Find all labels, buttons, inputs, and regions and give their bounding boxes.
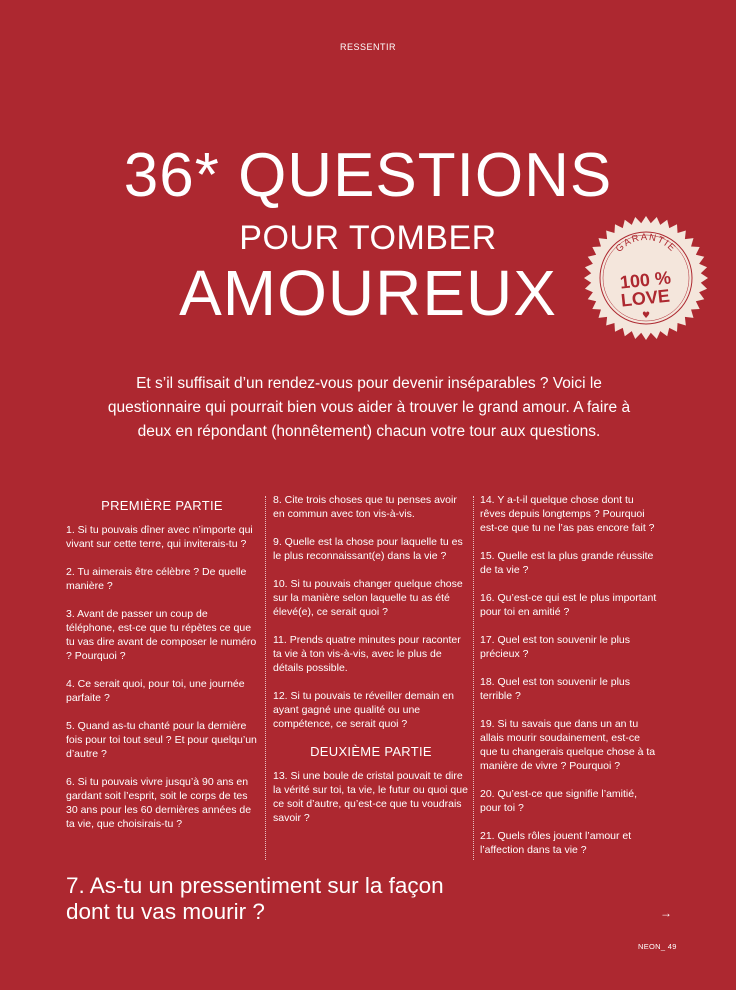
question-item: 15. Quelle est la plus grande réussite de ta vie ? [480,550,654,576]
part-one-heading: PREMIÈRE PARTIE [101,498,223,513]
question-item: 21. Quels rôles jouent l’amour et l’affection dans ta vie ? [480,830,632,856]
column-divider [265,496,266,860]
question-item: 8. Cite trois choses que tu penses avoir en commun avec ton vis-à-vis. [273,494,457,520]
question-item: 11. Prends quatre minutes pour raconter ta vie à ton vis-à-vis, avec le plus de détails possible. [273,634,461,674]
question-item: 9. Quelle est la chose pour laquelle tu es le plus reconnaissant(e) dans la vie ? [273,536,463,562]
question-item: 10. Si tu pouvais changer quelque chose sur la manière selon laquelle tu as été élevé(e), ce serait quoi ? [273,578,463,618]
question-item: 13. Si une boule de cristal pouvait te dire la vérité sur toi, ta vie, le futur ou quoi que ce soit d’autre, qu’est-ce que tu voudrais savoir ? [273,770,468,824]
title-line-2: POUR TOMBER [239,219,497,257]
question-item: 14. Y a-t-il quelque chose dont tu rêves depuis longtemps ? Pourquoi est-ce que tu ne l’as pas encore fait ? [480,494,655,534]
pull-quote: 7. As-tu un pressentiment sur la façon dont tu vas mourir ? [66,873,444,924]
intro-paragraph: Et s’il suffisait d’un rendez-vous pour devenir inséparables ? Voici le questionnaire qui pourrait bien vous aider à trouver le grand amour. A faire à deux en répondant (honnêtement) chacun votre tour aux questions. [107,375,631,440]
column-right [480,493,660,871]
column-middle [273,493,469,839]
column-divider [473,496,474,860]
question-item: 3. Avant de passer un coup de téléphone, est-ce que tu répètes ce que tu vas dire avant de composer le numéro ? Pourquoi ? [66,608,257,662]
question-item: 20. Qu’est-ce que signifie l’amitié, pour toi ? [480,788,637,814]
question-item: 4. Ce serait quoi, pour toi, une journée parfaite ? [66,678,245,704]
seal-top-text: GARANTIE [613,231,679,255]
question-item: 19. Si tu savais que dans un an tu allais mourir soudainement, est-ce que tu changerais quelque chose à ta manière de vivre ? Pourquoi ? [480,718,656,772]
heart-icon: ♥ [641,311,651,321]
question-item: 6. Si tu pouvais vivre jusqu’à 90 ans en gardant soit l’esprit, soit le corps de tes 30 ans pour les 60 dernières années de ta vie, que choisirais-tu ? [66,776,252,830]
guarantee-seal [582,214,710,342]
question-item: 18. Quel est ton souvenir le plus terrible ? [480,676,631,702]
seal-line-2: LOVE [619,285,671,311]
question-item: 5. Quand as-tu chanté pour la dernière fois pour toi tout seul ? Et pour quelqu’un d’autre ? [66,720,257,760]
title-line-3: AMOUREUX [179,257,557,329]
page-folio: NEON_ 49 [638,942,677,951]
arrow-right-icon: → [660,906,672,920]
part-two-heading: DEUXIÈME PARTIE [310,744,432,759]
question-item: 12. Si tu pouvais te réveiller demain en ayant gagné une qualité ou une compétence, ce serait quoi ? [273,690,454,730]
question-item: 17. Quel est ton souvenir le plus précieux ? [480,634,631,660]
title-line-1: 36* QUESTIONS [123,141,613,210]
column-part-one [66,493,258,845]
question-item: 16. Qu’est-ce qui est le plus important pour toi en amitié ? [480,592,657,618]
question-item: 2. Tu aimerais être célèbre ? De quelle manière ? [66,566,247,592]
section-label: RESSENTIR [339,42,396,52]
seal-line-1: 100 % [618,267,672,293]
question-item: 1. Si tu pouvais dîner avec n’importe qui vivant sur cette terre, qui inviterais-tu ? [66,524,253,550]
